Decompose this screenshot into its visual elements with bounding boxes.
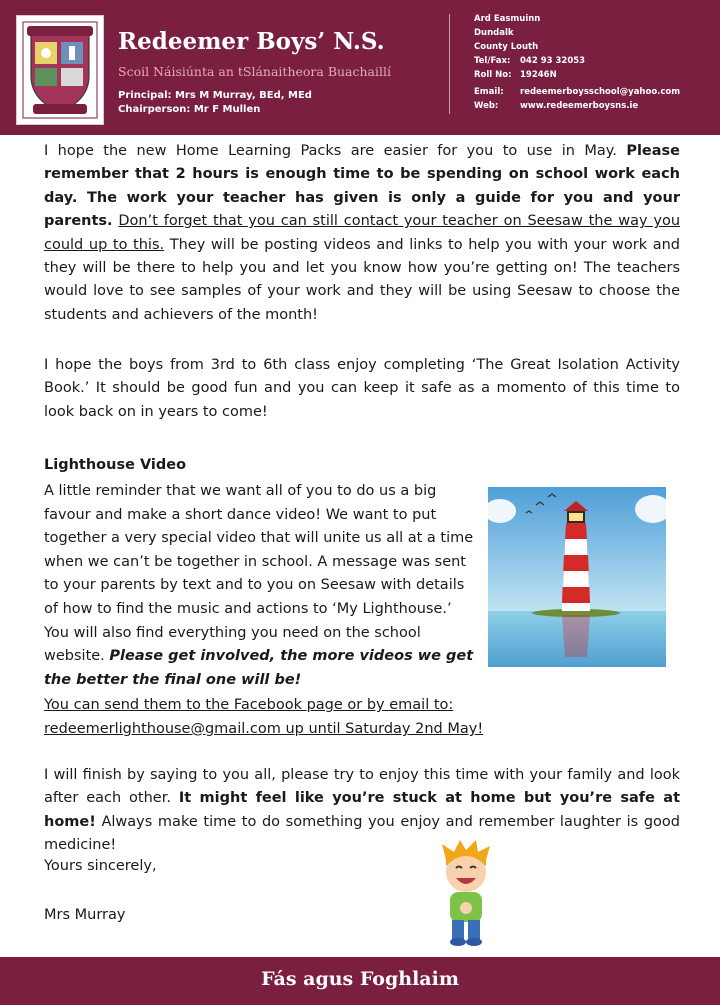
contact-label: Tel/Fax: [474,56,511,66]
contact-value: 042 93 32053 [520,56,586,66]
chairperson-line: Chairperson: Mr F Mullen [118,104,261,115]
paragraph-activity-book: I hope the boys from 3rd to 6th class enjoy completing ‘The Great Isolation Activity Book.’ It should be good fun and you can keep it safe as a momento of this time to look back on in years to come! [44,357,680,420]
contact-web [474,101,638,112]
bold-span: It might feel like you’re stuck at home but you’re safe at home! [44,790,680,830]
text-span: A little reminder that we want all of you to do us a big favour and make a short dance video! We want to put together a very special video that will unite us all at a time when we can’t be together in school. A message was sent to your parents by text and to you on Seesaw with details of how to find the music and actions to ‘My Lighthouse.’ You will also find everything you need on the school website. [44,483,474,665]
contact-roll [474,70,557,81]
underlined-span: You can send them to the Facebook page or by email to: redeemerlighthouse@gmail.com up until Saturday 2nd May! [44,697,484,737]
closing-salutation: Yours sincerely, [44,858,157,874]
paragraph-closing [44,764,680,858]
header-divider [449,14,450,114]
school-name-irish: Scoil Náisiúnta an tSlánaitheora Buachaillí [118,64,392,79]
signature-name: Mrs Murray [44,907,126,923]
contact-email [474,87,680,98]
bold-span: Please remember that 2 hours is enough time to be spending on school work each day. The work your teacher has given is only a guide for you and your parents. [44,143,680,230]
letterhead [0,0,720,135]
lighthouse-image [488,487,666,667]
text-span: They will be posting videos and links to help you with your work and they will be there to help you and let you know how you’re getting on! The teachers would love to see samples of your work and they will be using Seesaw to choose the students and achievers of the month! [44,236,680,323]
contact-label: Web: [474,101,499,111]
text-span: Always make time to do something you enjoy and remember laughter is good medicine! [44,813,680,854]
school-motto: Fás agus Foghlaim [261,968,459,990]
contact-value: www.redeemerboysns.ie [520,101,639,111]
school-crest-icon [16,15,104,125]
text-span: I hope the new Home Learning Packs are easier for you to use in May. [44,143,627,159]
contact-phone [474,56,585,67]
contact-label: Roll No: [474,70,512,80]
address-line: Dundalk [474,28,514,38]
underlined-span: Don’t forget that you can still contact your teacher on Seesaw the way you could up to this. [44,213,681,253]
address-line: County Louth [474,42,539,52]
contact-value: redeemerboysschool@yahoo.com [520,87,681,97]
paragraph-home-learning [44,140,680,327]
lighthouse-email-line [44,693,684,741]
bold-italic-span: Please get involved, the more videos we get the better the final one will be! [44,648,474,688]
address-line: Ard Easmuinn [474,14,541,24]
principal-line: Principal: Mrs M Murray, BEd, MEd [118,90,312,101]
lighthouse-paragraph [44,480,480,692]
footer-bar [0,957,720,1005]
contact-value: 19246N [520,70,557,80]
text-span: I will finish by saying to you all, please try to enjoy this time with your family and look after each other. [44,767,680,807]
school-name: Redeemer Boys’ N.S. [118,28,385,55]
laughing-boy-icon [428,838,508,950]
lighthouse-heading: Lighthouse Video [44,457,187,473]
contact-label: Email: [474,87,504,97]
